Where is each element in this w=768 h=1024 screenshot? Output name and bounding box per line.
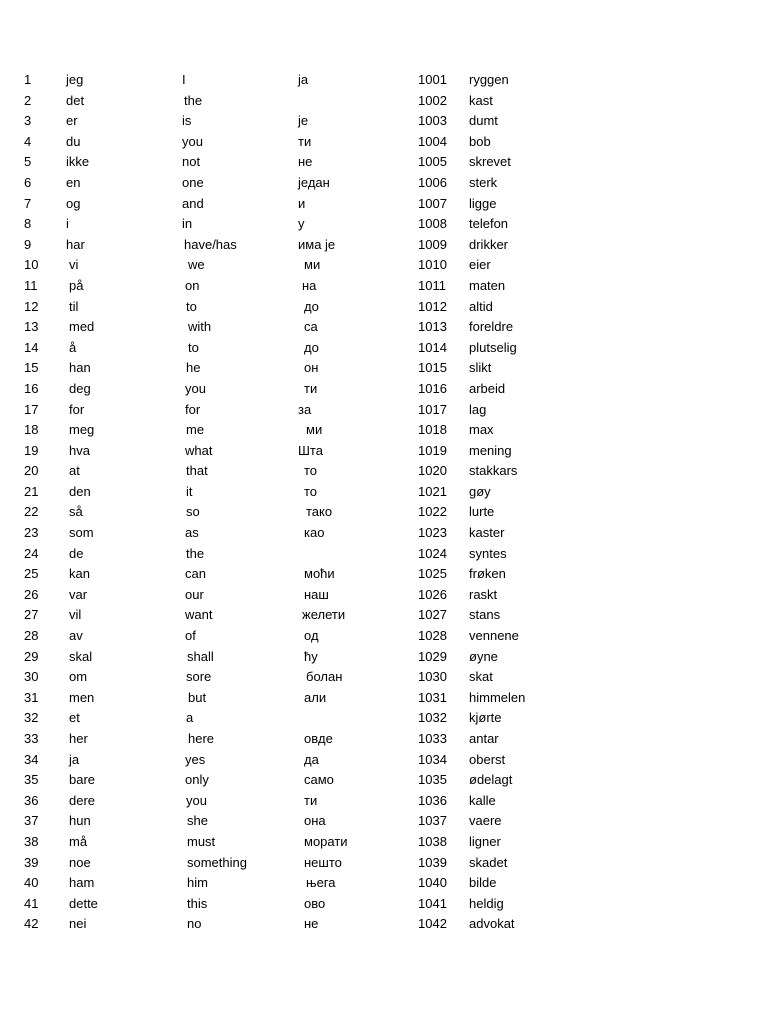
norwegian-word-2: heldig <box>469 895 504 911</box>
serbian-word: ми <box>304 257 321 273</box>
word-row <box>0 214 768 235</box>
rank-number-2: 1023 <box>418 525 447 541</box>
rank-number-2: 1039 <box>418 854 447 870</box>
norwegian-word: på <box>69 277 84 293</box>
rank-number: 35 <box>24 772 39 788</box>
word-row <box>0 91 768 112</box>
word-row <box>0 482 768 503</box>
norwegian-word: vil <box>69 607 82 623</box>
norwegian-word: ja <box>69 751 80 767</box>
rank-number-2: 1011 <box>418 277 446 293</box>
norwegian-word-2: telefon <box>469 216 509 232</box>
norwegian-word-2: drikker <box>469 236 509 252</box>
word-row <box>0 194 768 215</box>
norwegian-word-2: bob <box>469 133 491 149</box>
rank-number: 22 <box>24 504 39 520</box>
english-word: something <box>187 854 247 870</box>
word-row <box>0 523 768 544</box>
rank-number: 12 <box>24 298 39 314</box>
serbian-word: наш <box>304 586 329 602</box>
rank-number-2: 1032 <box>418 710 447 726</box>
english-word: with <box>188 319 212 335</box>
norwegian-word-2: ligner <box>469 833 501 849</box>
norwegian-word: bare <box>69 772 96 788</box>
norwegian-word: en <box>66 174 81 190</box>
english-word: is <box>182 113 192 129</box>
rank-number: 14 <box>24 339 39 355</box>
english-word: for <box>185 401 201 417</box>
rank-number: 33 <box>24 731 39 746</box>
norwegian-word-2: vaere <box>469 813 502 829</box>
word-list-sheet <box>0 70 768 935</box>
rank-number-2: 1031 <box>418 689 447 705</box>
norwegian-word: av <box>69 628 83 644</box>
rank-number-2: 1024 <box>418 545 447 561</box>
rank-number-2: 1004 <box>418 133 447 149</box>
norwegian-word-2: kjørte <box>469 710 502 726</box>
norwegian-word-2: oberst <box>469 751 506 767</box>
norwegian-word: kan <box>69 566 90 582</box>
rank-number: 11 <box>24 277 38 293</box>
norwegian-word: den <box>69 483 91 499</box>
rank-number: 42 <box>24 916 39 932</box>
rank-number-2: 1012 <box>418 298 447 314</box>
norwegian-word: hva <box>69 442 90 458</box>
rank-number-2: 1008 <box>418 216 447 232</box>
word-row <box>0 502 768 523</box>
rank-number: 32 <box>24 710 39 726</box>
rank-number-2: 1006 <box>418 174 447 190</box>
norwegian-word-2: øyne <box>469 648 498 664</box>
norwegian-word-2: lurte <box>469 504 495 520</box>
english-word: in <box>182 216 193 232</box>
norwegian-word: dere <box>69 792 96 808</box>
norwegian-word-2: syntes <box>469 545 507 561</box>
rank-number: 37 <box>24 813 39 829</box>
english-word: that <box>186 463 208 479</box>
serbian-word: да <box>304 751 319 767</box>
norwegian-word: om <box>69 669 88 685</box>
english-word: as <box>185 525 199 541</box>
word-row <box>0 235 768 256</box>
english-word: and <box>182 195 204 211</box>
english-word: the <box>184 92 203 108</box>
rank-number: 25 <box>24 566 39 582</box>
norwegian-word: har <box>66 236 85 252</box>
english-word: sore <box>186 669 212 685</box>
english-word: not <box>182 154 201 170</box>
english-word: our <box>185 586 204 602</box>
rank-number-2: 1002 <box>418 92 447 108</box>
norwegian-word-2: antar <box>469 731 499 746</box>
serbian-word: до <box>304 339 319 355</box>
rank-number-2: 1009 <box>418 236 447 252</box>
rank-number: 29 <box>24 648 39 664</box>
norwegian-word: med <box>69 319 95 335</box>
rank-number-2: 1020 <box>418 463 447 479</box>
english-word: we <box>188 257 205 273</box>
rank-number: 7 <box>24 195 32 211</box>
serbian-word: и <box>298 195 306 211</box>
norwegian-word: er <box>66 113 78 129</box>
rank-number-2: 1001 <box>418 72 447 87</box>
serbian-word: ћу <box>304 648 318 664</box>
rank-number-2: 1025 <box>418 566 447 582</box>
english-word: you <box>186 792 207 808</box>
word-row <box>0 420 768 441</box>
english-word: must <box>187 833 216 849</box>
word-row <box>0 750 768 771</box>
rank-number: 38 <box>24 833 39 849</box>
rank-number-2: 1014 <box>418 339 447 355</box>
word-row <box>0 914 768 935</box>
norwegian-word: meg <box>69 422 95 438</box>
serbian-word: то <box>304 483 318 499</box>
english-word: one <box>182 174 204 190</box>
norwegian-word-2: frøken <box>469 566 506 582</box>
rank-number-2: 1010 <box>418 257 447 273</box>
rank-number-2: 1041 <box>418 895 447 911</box>
serbian-word: њега <box>306 875 336 891</box>
word-row <box>0 770 768 791</box>
english-word: him <box>187 875 208 891</box>
word-row <box>0 276 768 297</box>
english-word: shall <box>187 648 214 664</box>
rank-number: 31 <box>24 689 39 705</box>
norwegian-word: nei <box>69 916 87 932</box>
word-row <box>0 461 768 482</box>
word-row <box>0 688 768 709</box>
norwegian-word-2: advokat <box>469 916 515 932</box>
norwegian-word: jeg <box>66 72 84 87</box>
serbian-word: у <box>298 216 305 232</box>
rank-number: 41 <box>24 895 39 911</box>
norwegian-word: de <box>69 545 84 561</box>
word-row <box>0 544 768 565</box>
rank-number-2: 1015 <box>418 360 447 376</box>
rank-number: 4 <box>24 133 32 149</box>
rank-number-2: 1022 <box>418 504 447 520</box>
rank-number-2: 1003 <box>418 113 447 129</box>
english-word: here <box>188 731 215 746</box>
norwegian-word: å <box>69 339 77 355</box>
rank-number: 24 <box>24 545 39 561</box>
serbian-word: до <box>304 298 319 314</box>
norwegian-word: hun <box>69 813 91 829</box>
serbian-word: тако <box>306 504 333 520</box>
serbian-word: ово <box>304 895 326 911</box>
rank-number: 39 <box>24 854 39 870</box>
norwegian-word: i <box>66 216 69 232</box>
word-row <box>0 338 768 359</box>
rank-number-2: 1028 <box>418 628 447 644</box>
serbian-word: ти <box>298 133 312 149</box>
rank-number: 8 <box>24 216 32 232</box>
serbian-word: je <box>298 113 309 129</box>
rank-number: 6 <box>24 174 32 190</box>
word-row <box>0 832 768 853</box>
rank-number: 1 <box>24 72 32 87</box>
rank-number: 28 <box>24 628 39 644</box>
serbian-word: нешто <box>304 854 342 870</box>
serbian-word: са <box>304 319 318 335</box>
norwegian-word-2: stans <box>469 607 501 623</box>
norwegian-word: for <box>69 401 85 417</box>
word-row <box>0 791 768 812</box>
serbian-word: само <box>304 772 334 788</box>
rank-number: 27 <box>24 607 39 623</box>
norwegian-word-2: kast <box>469 92 493 108</box>
norwegian-word-2: mening <box>469 442 512 458</box>
norwegian-word: du <box>66 133 81 149</box>
rank-number-2: 1026 <box>418 586 447 602</box>
norwegian-word: vi <box>69 257 79 273</box>
serbian-word: ja <box>298 72 309 87</box>
norwegian-word: han <box>69 360 91 376</box>
word-row <box>0 894 768 915</box>
word-row <box>0 152 768 173</box>
rank-number-2: 1027 <box>418 607 447 623</box>
rank-number-2: 1040 <box>418 875 447 891</box>
serbian-word: не <box>304 916 319 932</box>
serbian-word: она <box>304 813 326 829</box>
english-word: I <box>182 72 186 87</box>
word-row <box>0 626 768 647</box>
word-row <box>0 853 768 874</box>
word-row <box>0 729 768 750</box>
serbian-word: на <box>302 277 317 293</box>
norwegian-word: skal <box>69 648 93 664</box>
norwegian-word-2: gøy <box>469 483 491 499</box>
rank-number: 15 <box>24 360 39 376</box>
english-word: no <box>187 916 202 932</box>
serbian-word: али <box>304 689 327 705</box>
rank-number-2: 1038 <box>418 833 447 849</box>
norwegian-word-2: bilde <box>469 875 497 891</box>
word-row <box>0 255 768 276</box>
norwegian-word-2: slikt <box>469 360 492 376</box>
word-row <box>0 667 768 688</box>
norwegian-word-2: altid <box>469 298 493 314</box>
word-row <box>0 708 768 729</box>
english-word: it <box>186 483 193 499</box>
rank-number: 18 <box>24 422 39 438</box>
word-row <box>0 173 768 194</box>
word-row <box>0 564 768 585</box>
rank-number-2: 1021 <box>418 483 447 499</box>
english-word: to <box>186 298 197 314</box>
serbian-word: ти <box>304 792 318 808</box>
english-word: me <box>186 422 205 438</box>
rank-number: 36 <box>24 792 39 808</box>
serbian-word: ти <box>304 380 318 396</box>
english-word: want <box>185 607 213 623</box>
rank-number: 3 <box>24 113 32 129</box>
norwegian-word-2: kaster <box>469 525 505 541</box>
rank-number: 30 <box>24 669 39 685</box>
rank-number-2: 1016 <box>418 380 447 396</box>
rank-number-2: 1007 <box>418 195 447 211</box>
norwegian-word-2: himmelen <box>469 689 526 705</box>
norwegian-word-2: skrevet <box>469 154 511 170</box>
word-row <box>0 379 768 400</box>
english-word: you <box>182 133 203 149</box>
english-word: the <box>186 545 205 561</box>
norwegian-word-2: ødelagt <box>469 772 513 788</box>
rank-number: 19 <box>24 442 39 458</box>
word-row <box>0 358 768 379</box>
rank-number: 34 <box>24 751 39 767</box>
rank-number: 16 <box>24 380 39 396</box>
rank-number-2: 1029 <box>418 648 447 664</box>
norwegian-word-2: lag <box>469 401 487 417</box>
rank-number-2: 1005 <box>418 154 447 170</box>
serbian-word: за <box>298 401 312 417</box>
norwegian-word: at <box>69 463 80 479</box>
norwegian-word: må <box>69 833 88 849</box>
rank-number: 20 <box>24 463 39 479</box>
norwegian-word: var <box>69 586 88 602</box>
serbian-word: не <box>298 154 313 170</box>
rank-number: 40 <box>24 875 39 891</box>
norwegian-word-2: raskt <box>469 586 498 602</box>
rank-number-2: 1033 <box>418 731 447 746</box>
word-row <box>0 811 768 832</box>
norwegian-word-2: foreldre <box>469 319 514 335</box>
serbian-word: болан <box>306 669 343 685</box>
norwegian-word: ham <box>69 875 95 891</box>
rank-number: 13 <box>24 319 39 335</box>
serbian-word: то <box>304 463 318 479</box>
norwegian-word: det <box>66 92 85 108</box>
norwegian-word-2: vennene <box>469 628 519 644</box>
english-word: a <box>186 710 194 726</box>
norwegian-word: et <box>69 710 80 726</box>
english-word: so <box>186 504 200 520</box>
word-row <box>0 441 768 462</box>
word-row <box>0 297 768 318</box>
word-row <box>0 647 768 668</box>
rank-number-2: 1042 <box>418 916 447 932</box>
norwegian-word: noe <box>69 854 91 870</box>
english-word: this <box>187 895 208 911</box>
rank-number: 10 <box>24 257 39 273</box>
english-word: but <box>188 689 207 705</box>
english-word: only <box>185 772 209 788</box>
serbian-word: као <box>304 525 325 541</box>
norwegian-word-2: max <box>469 422 494 438</box>
norwegian-word: ikke <box>66 154 90 170</box>
word-row <box>0 585 768 606</box>
rank-number: 17 <box>24 401 39 417</box>
rank-number-2: 1030 <box>418 669 447 685</box>
norwegian-word-2: sterk <box>469 174 498 190</box>
norwegian-word: men <box>69 689 95 705</box>
english-word: have/has <box>184 236 237 252</box>
norwegian-word-2: ryggen <box>469 72 509 87</box>
serbian-word: ми <box>306 422 323 438</box>
english-word: she <box>187 813 208 829</box>
rank-number: 23 <box>24 525 39 541</box>
rank-number-2: 1018 <box>418 422 447 438</box>
english-word: on <box>185 277 200 293</box>
norwegian-word-2: kalle <box>469 792 496 808</box>
norwegian-word-2: maten <box>469 277 506 293</box>
norwegian-word-2: arbeid <box>469 380 506 396</box>
serbian-word: један <box>298 174 330 190</box>
serbian-word: желети <box>302 607 346 623</box>
word-row <box>0 70 768 91</box>
norwegian-word: til <box>69 298 79 314</box>
word-row <box>0 111 768 132</box>
norwegian-word-2: dumt <box>469 113 498 129</box>
rank-number-2: 1019 <box>418 442 447 458</box>
english-word: of <box>185 628 196 644</box>
rank-number-2: 1034 <box>418 751 447 767</box>
norwegian-word-2: eier <box>469 257 491 273</box>
english-word: to <box>188 339 199 355</box>
rank-number: 21 <box>24 483 39 499</box>
norwegian-word-2: skat <box>469 669 493 685</box>
rank-number-2: 1017 <box>418 401 447 417</box>
serbian-word: Шта <box>298 442 323 458</box>
english-word: what <box>185 442 213 458</box>
norwegian-word: her <box>69 731 88 746</box>
word-row <box>0 317 768 338</box>
rank-number-2: 1013 <box>418 319 447 335</box>
rank-number: 9 <box>24 236 32 252</box>
english-word: he <box>186 360 201 376</box>
rank-number: 26 <box>24 586 39 602</box>
norwegian-word: deg <box>69 380 91 396</box>
serbian-word: овде <box>304 731 333 746</box>
rank-number: 5 <box>24 154 32 170</box>
serbian-word: морати <box>304 833 348 849</box>
norwegian-word-2: plutselig <box>469 339 517 355</box>
norwegian-word: som <box>69 525 94 541</box>
serbian-word: има je <box>298 236 336 252</box>
word-row <box>0 132 768 153</box>
word-row <box>0 873 768 894</box>
norwegian-word-2: skadet <box>469 854 508 870</box>
norwegian-word-2: stakkars <box>469 463 518 479</box>
english-word: can <box>185 566 206 582</box>
english-word: yes <box>185 751 206 767</box>
word-row <box>0 605 768 626</box>
serbian-word: од <box>304 628 319 644</box>
serbian-word: он <box>304 360 319 376</box>
rank-number-2: 1037 <box>418 813 447 829</box>
serbian-word: моћи <box>304 566 335 582</box>
norwegian-word: så <box>69 504 83 520</box>
norwegian-word-2: ligge <box>469 195 497 211</box>
rank-number: 2 <box>24 92 32 108</box>
norwegian-word: og <box>66 195 81 211</box>
norwegian-word: dette <box>69 895 98 911</box>
word-row <box>0 400 768 421</box>
rank-number-2: 1035 <box>418 772 447 788</box>
rank-number-2: 1036 <box>418 792 447 808</box>
english-word: you <box>185 380 206 396</box>
